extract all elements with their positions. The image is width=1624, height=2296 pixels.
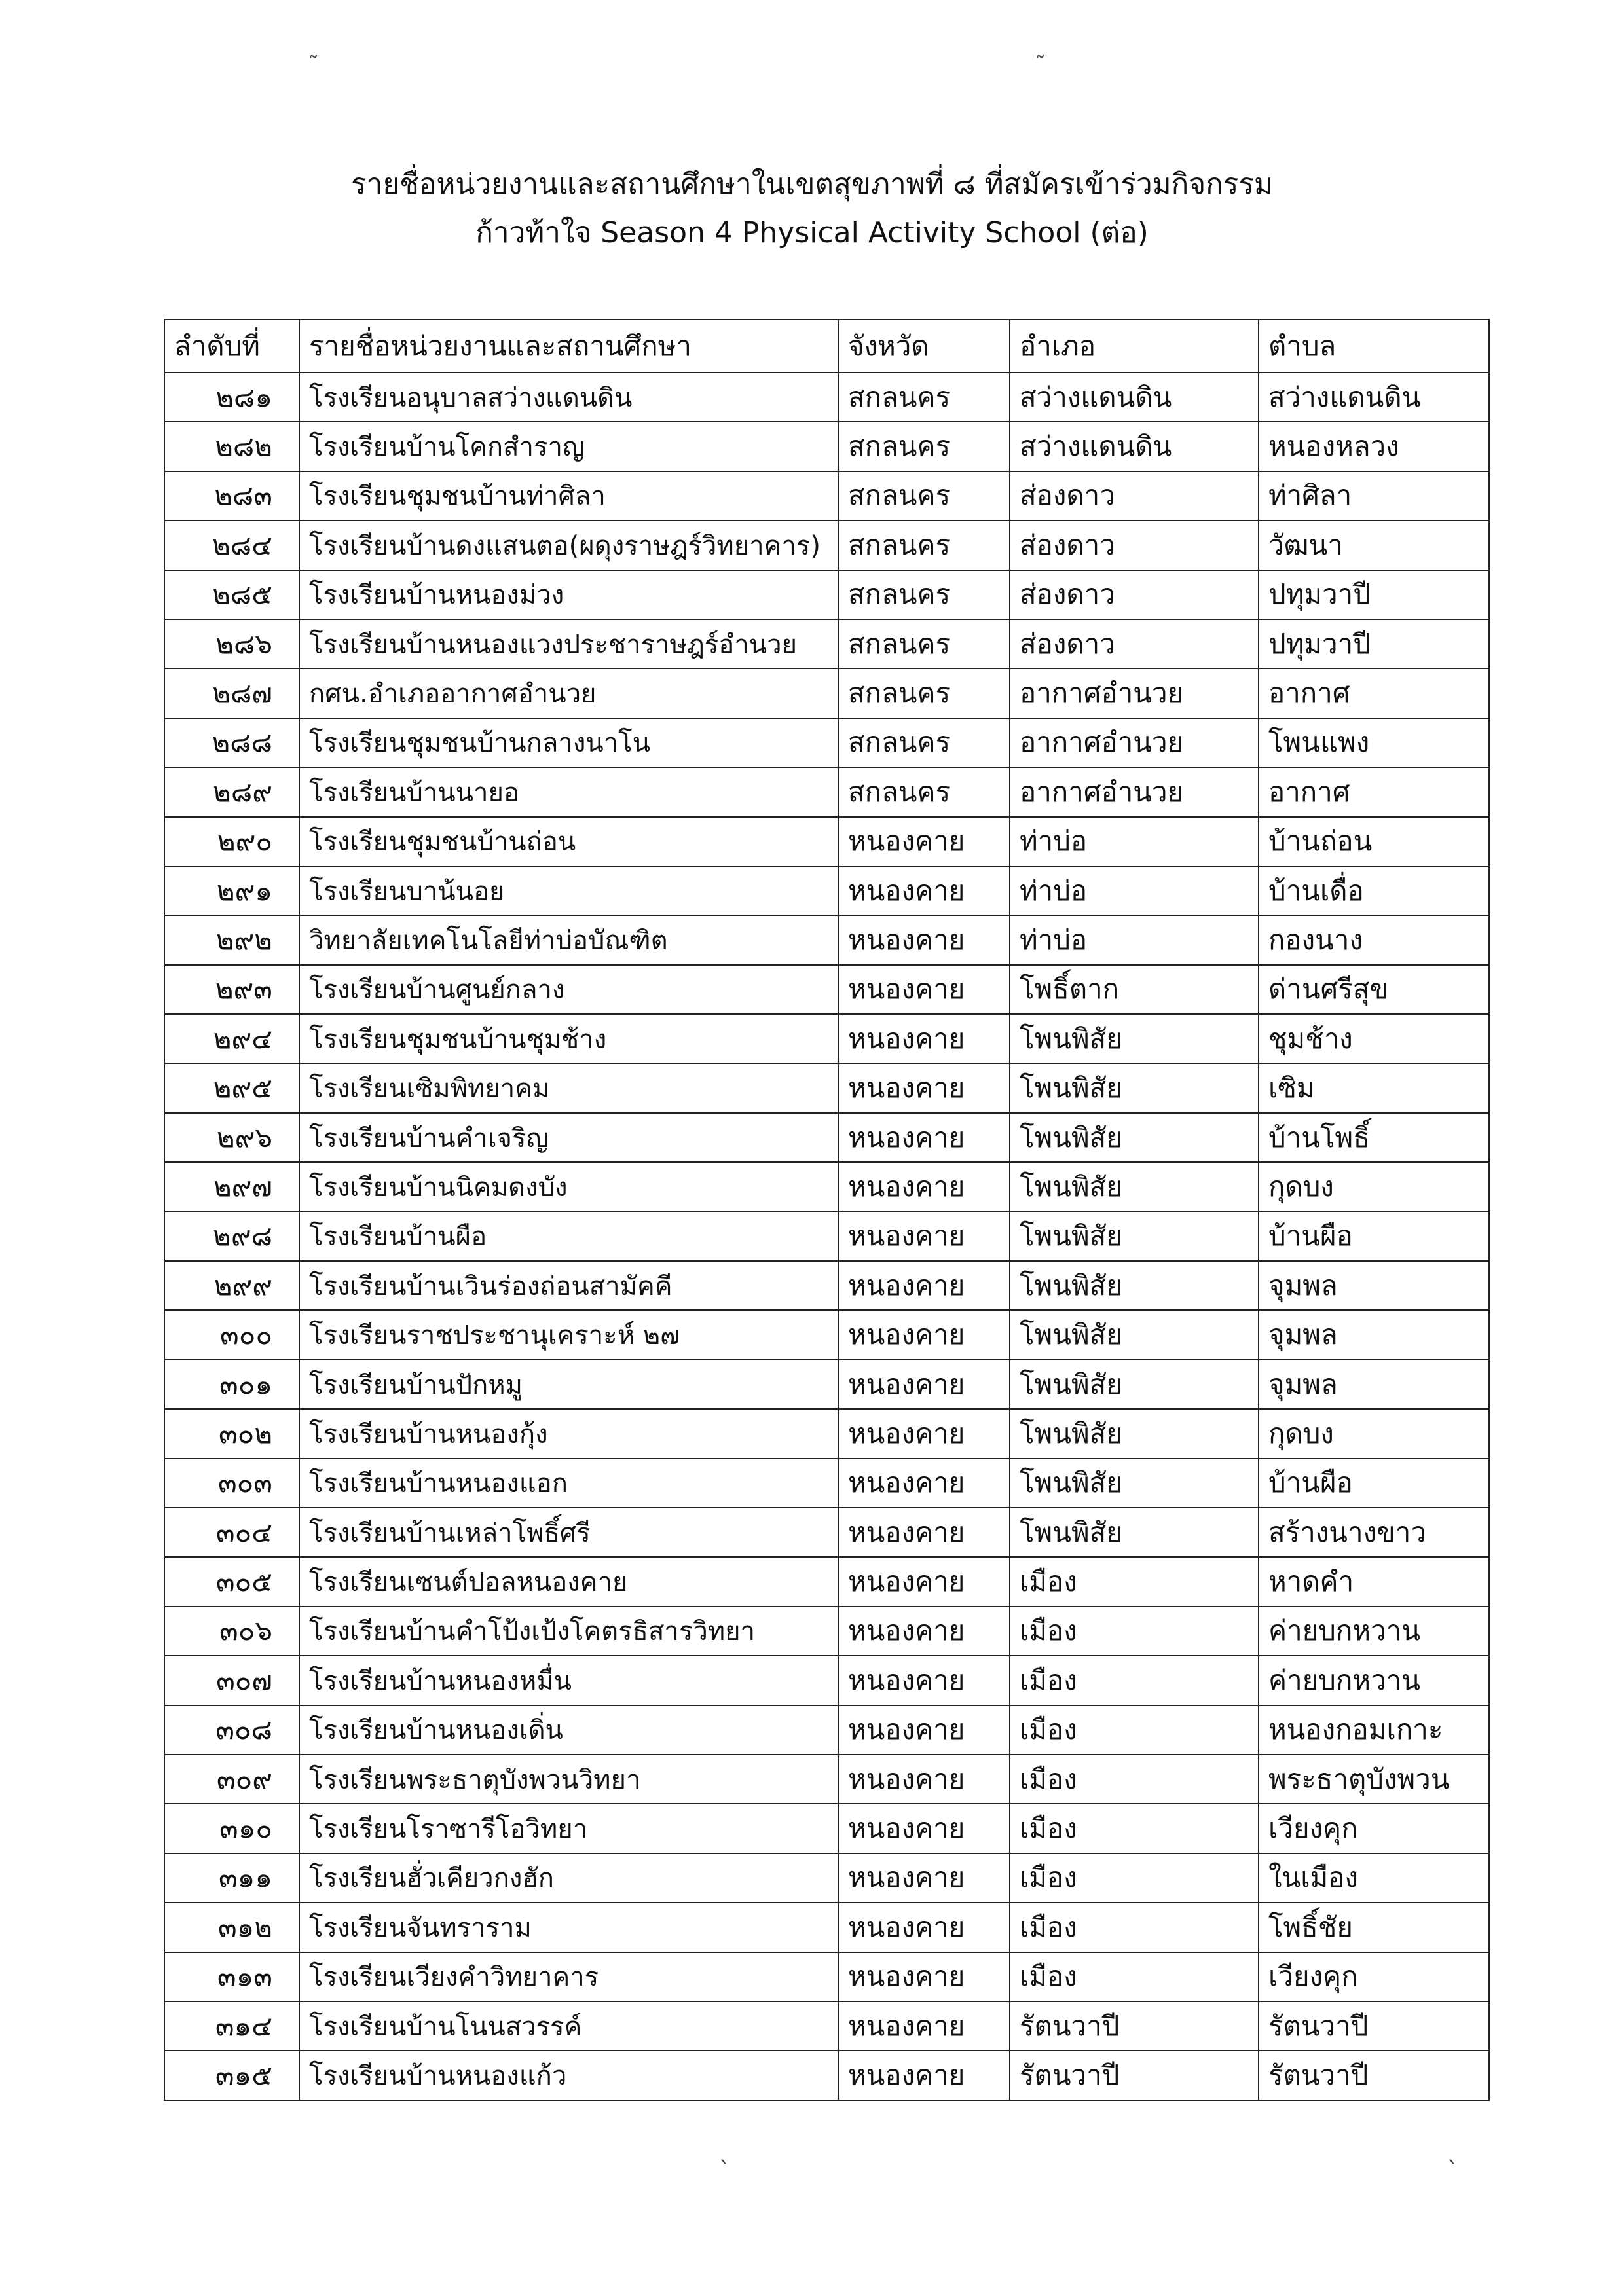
cell-school-name: โรงเรียนชุมชนบ้านท่าศิลา	[299, 471, 838, 520]
cell-row-number: ๓๐๙	[164, 1755, 299, 1804]
cell-row-number: ๒๙๔	[164, 1014, 299, 1063]
cell-subdistrict: ในเมือง	[1259, 1853, 1489, 1903]
table-row	[164, 471, 1489, 520]
cell-district: ท่าบ่อ	[1010, 915, 1259, 964]
cell-school-name: โรงเรียนบ้านหนองแวงประชาราษฎร์อำนวย	[299, 619, 838, 668]
cell-row-number: ๒๙๓	[164, 965, 299, 1014]
cell-district: โพนพิสัย	[1010, 1113, 1259, 1162]
table-row	[164, 1903, 1489, 1952]
cell-district: โพนพิสัย	[1010, 1360, 1259, 1409]
cell-province: หนองคาย	[838, 1162, 1010, 1211]
cell-row-number: ๓๐๘	[164, 1705, 299, 1755]
cell-school-name: โรงเรียนบ้านคำเจริญ	[299, 1113, 838, 1162]
cell-row-number: ๒๘๔	[164, 520, 299, 570]
cell-school-name: โรงเรียนชุมชนบ้านถ่อน	[299, 817, 838, 866]
cell-province: สกลนคร	[838, 570, 1010, 619]
cell-district: เมือง	[1010, 1656, 1259, 1705]
table-row	[164, 1113, 1489, 1162]
cell-district: เมือง	[1010, 1804, 1259, 1853]
cell-school-name: โรงเรียนบ้านหนองหมื่น	[299, 1656, 838, 1705]
cell-row-number: ๓๐๖	[164, 1607, 299, 1656]
table-row	[164, 1409, 1489, 1458]
cell-subdistrict: ด่านศรีสุข	[1259, 965, 1489, 1014]
cell-school-name: โรงเรียนเซนต์ปอลหนองคาย	[299, 1557, 838, 1606]
cell-district: รัตนวาปี	[1010, 2050, 1259, 2100]
cell-province: สกลนคร	[838, 718, 1010, 767]
cell-district: โพนพิสัย	[1010, 1014, 1259, 1063]
cell-district: เมือง	[1010, 1705, 1259, 1755]
registration-table	[164, 319, 1490, 2101]
cell-subdistrict: หนองกอมเกาะ	[1259, 1705, 1489, 1755]
table-row	[164, 373, 1489, 422]
cell-district: โพนพิสัย	[1010, 1212, 1259, 1261]
cell-row-number: ๒๙๘	[164, 1212, 299, 1261]
cell-subdistrict: กุดบง	[1259, 1409, 1489, 1458]
cell-province: หนองคาย	[838, 2050, 1010, 2100]
cell-subdistrict: พระธาตุบังพวน	[1259, 1755, 1489, 1804]
cell-subdistrict: ชุมช้าง	[1259, 1014, 1489, 1063]
cell-school-name: โรงเรียนอนุบาลสว่างแดนดิน	[299, 373, 838, 422]
cell-district: สว่างแดนดิน	[1010, 422, 1259, 471]
cell-district: โพนพิสัย	[1010, 1310, 1259, 1359]
cell-subdistrict: เวียงคุก	[1259, 1804, 1489, 1853]
cell-school-name: วิทยาลัยเทคโนโลยีท่าบ่อบัณฑิต	[299, 915, 838, 964]
cell-province: หนองคาย	[838, 1853, 1010, 1903]
cell-district: เมือง	[1010, 1557, 1259, 1606]
table-row	[164, 1607, 1489, 1656]
cell-row-number: ๓๑๓	[164, 1952, 299, 2001]
cell-subdistrict: สร้างนางขาว	[1259, 1508, 1489, 1557]
table-row	[164, 619, 1489, 668]
table-body	[164, 373, 1489, 2100]
cell-row-number: ๓๐๔	[164, 1508, 299, 1557]
cell-school-name: โรงเรียนบ้านหนองกุ้ง	[299, 1409, 838, 1458]
table-row	[164, 1853, 1489, 1903]
document-title: รายชื่อหน่วยงานและสถานศึกษาในเขตสุขภาพที่ ๘ ที่สมัครเข้าร่วมกิจกรรม	[350, 168, 1274, 201]
cell-province: หนองคาย	[838, 915, 1010, 964]
cell-row-number: ๓๐๐	[164, 1310, 299, 1359]
cell-subdistrict: จุมพล	[1259, 1310, 1489, 1359]
table-row	[164, 668, 1489, 718]
cell-subdistrict: อากาศ	[1259, 767, 1489, 816]
cell-subdistrict: รัตนวาปี	[1259, 2050, 1489, 2100]
header-subdistrict: ตำบล	[1259, 319, 1489, 373]
cell-row-number: ๓๐๒	[164, 1409, 299, 1458]
scan-speck-icon: ˜	[1035, 52, 1046, 78]
cell-province: หนองคาย	[838, 1310, 1010, 1359]
scan-speck-icon: ˋ	[1447, 2157, 1458, 2183]
cell-subdistrict: สว่างแดนดิน	[1259, 373, 1489, 422]
table-row	[164, 1459, 1489, 1508]
cell-district: อากาศอำนวย	[1010, 767, 1259, 816]
cell-province: หนองคาย	[838, 1903, 1010, 1952]
cell-district: โพนพิสัย	[1010, 1508, 1259, 1557]
table-row	[164, 1063, 1489, 1112]
cell-row-number: ๓๑๔	[164, 2001, 299, 2050]
cell-district: โพนพิสัย	[1010, 1459, 1259, 1508]
cell-school-name: โรงเรียนบ้านเหล่าโพธิ์ศรี	[299, 1508, 838, 1557]
cell-province: สกลนคร	[838, 471, 1010, 520]
cell-district: ส่องดาว	[1010, 520, 1259, 570]
cell-province: หนองคาย	[838, 1705, 1010, 1755]
table-row	[164, 1804, 1489, 1853]
cell-district: ส่องดาว	[1010, 570, 1259, 619]
header-no: ลำดับที่	[164, 319, 299, 373]
cell-subdistrict: หาดคำ	[1259, 1557, 1489, 1606]
cell-province: หนองคาย	[838, 965, 1010, 1014]
cell-subdistrict: กองนาง	[1259, 915, 1489, 964]
cell-province: หนองคาย	[838, 866, 1010, 915]
cell-school-name: โรงเรียนบาน้นอย	[299, 866, 838, 915]
table-row	[164, 718, 1489, 767]
cell-district: อากาศอำนวย	[1010, 718, 1259, 767]
cell-school-name: โรงเรียนเซิมพิทยาคม	[299, 1063, 838, 1112]
cell-row-number: ๒๙๐	[164, 817, 299, 866]
cell-district: เมือง	[1010, 1755, 1259, 1804]
table-row	[164, 1162, 1489, 1211]
table-header-row	[164, 319, 1489, 373]
scan-speck-icon: ˜	[308, 52, 319, 78]
cell-district: เมือง	[1010, 1952, 1259, 2001]
cell-row-number: ๓๑๒	[164, 1903, 299, 1952]
cell-subdistrict: บ้านเดื่อ	[1259, 866, 1489, 915]
cell-subdistrict: เซิม	[1259, 1063, 1489, 1112]
cell-subdistrict: โพนแพง	[1259, 718, 1489, 767]
cell-school-name: โรงเรียนพระธาตุบังพวนวิทยา	[299, 1755, 838, 1804]
cell-province: สกลนคร	[838, 668, 1010, 718]
header-province: จังหวัด	[838, 319, 1010, 373]
cell-subdistrict: ปทุมวาปี	[1259, 570, 1489, 619]
cell-province: หนองคาย	[838, 1607, 1010, 1656]
cell-province: หนองคาย	[838, 1360, 1010, 1409]
cell-province: สกลนคร	[838, 619, 1010, 668]
table-row	[164, 520, 1489, 570]
cell-school-name: โรงเรียนบ้านนิคมดงบัง	[299, 1162, 838, 1211]
table-row	[164, 767, 1489, 816]
cell-school-name: โรงเรียนบ้านหนองเดิ่น	[299, 1705, 838, 1755]
cell-subdistrict: วัฒนา	[1259, 520, 1489, 570]
cell-province: หนองคาย	[838, 1014, 1010, 1063]
cell-subdistrict: จุมพล	[1259, 1360, 1489, 1409]
cell-district: สว่างแดนดิน	[1010, 373, 1259, 422]
cell-row-number: ๒๙๒	[164, 915, 299, 964]
cell-province: หนองคาย	[838, 1508, 1010, 1557]
header-district: อำเภอ	[1010, 319, 1259, 373]
cell-province: หนองคาย	[838, 817, 1010, 866]
cell-district: เมือง	[1010, 1903, 1259, 1952]
table-row	[164, 1557, 1489, 1606]
cell-school-name: กศน.อำเภออากาศอำนวย	[299, 668, 838, 718]
table-row	[164, 915, 1489, 964]
scan-speck-icon: ˋ	[719, 2157, 730, 2183]
cell-province: หนองคาย	[838, 1952, 1010, 2001]
cell-province: หนองคาย	[838, 1656, 1010, 1705]
cell-district: โพธิ์ตาก	[1010, 965, 1259, 1014]
cell-row-number: ๒๘๘	[164, 718, 299, 767]
cell-province: หนองคาย	[838, 1459, 1010, 1508]
cell-row-number: ๓๐๑	[164, 1360, 299, 1409]
cell-school-name: โรงเรียนบ้านคำโป้งเป้งโคตรธิสารวิทยา	[299, 1607, 838, 1656]
header-name: รายชื่อหน่วยงานและสถานศึกษา	[299, 319, 838, 373]
cell-province: สกลนคร	[838, 520, 1010, 570]
cell-province: หนองคาย	[838, 1755, 1010, 1804]
cell-district: ท่าบ่อ	[1010, 866, 1259, 915]
cell-school-name: โรงเรียนบ้านหนองม่วง	[299, 570, 838, 619]
cell-subdistrict: ค่ายบกหวาน	[1259, 1607, 1489, 1656]
cell-row-number: ๒๙๕	[164, 1063, 299, 1112]
cell-school-name: โรงเรียนบ้านผือ	[299, 1212, 838, 1261]
cell-school-name: โรงเรียนบ้านโคกสำราญ	[299, 422, 838, 471]
cell-row-number: ๒๘๓	[164, 471, 299, 520]
cell-province: หนองคาย	[838, 1063, 1010, 1112]
cell-row-number: ๓๑๕	[164, 2050, 299, 2100]
table-row	[164, 1656, 1489, 1705]
cell-subdistrict: จุมพล	[1259, 1261, 1489, 1310]
cell-province: หนองคาย	[838, 1409, 1010, 1458]
cell-row-number: ๒๙๗	[164, 1162, 299, 1211]
cell-subdistrict: โพธิ์ชัย	[1259, 1903, 1489, 1952]
cell-school-name: โรงเรียนบ้านดงแสนตอ(ผดุงราษฎร์วิทยาคาร)	[299, 520, 838, 570]
table-row	[164, 1212, 1489, 1261]
cell-school-name: โรงเรียนชุมชนบ้านกลางนาโน	[299, 718, 838, 767]
table-row	[164, 1755, 1489, 1804]
cell-row-number: ๒๘๖	[164, 619, 299, 668]
cell-subdistrict: รัตนวาปี	[1259, 2001, 1489, 2050]
cell-subdistrict: หนองหลวง	[1259, 422, 1489, 471]
cell-subdistrict: บ้านผือ	[1259, 1212, 1489, 1261]
cell-district: รัตนวาปี	[1010, 2001, 1259, 2050]
table-row	[164, 1952, 1489, 2001]
table-row	[164, 1310, 1489, 1359]
table-row	[164, 1014, 1489, 1063]
cell-row-number: ๓๐๓	[164, 1459, 299, 1508]
cell-province: สกลนคร	[838, 767, 1010, 816]
cell-row-number: ๒๙๑	[164, 866, 299, 915]
table-row	[164, 817, 1489, 866]
cell-district: โพนพิสัย	[1010, 1162, 1259, 1211]
cell-school-name: โรงเรียนบ้านศูนย์กลาง	[299, 965, 838, 1014]
cell-school-name: โรงเรียนจันทราราม	[299, 1903, 838, 1952]
cell-row-number: ๒๘๒	[164, 422, 299, 471]
cell-province: สกลนคร	[838, 422, 1010, 471]
cell-row-number: ๓๐๗	[164, 1656, 299, 1705]
cell-school-name: โรงเรียนราชประชานุเคราะห์ ๒๗	[299, 1310, 838, 1359]
cell-subdistrict: เวียงคุก	[1259, 1952, 1489, 2001]
cell-district: โพนพิสัย	[1010, 1063, 1259, 1112]
cell-district: อากาศอำนวย	[1010, 668, 1259, 718]
cell-subdistrict: บ้านผือ	[1259, 1459, 1489, 1508]
cell-row-number: ๒๘๑	[164, 373, 299, 422]
cell-school-name: โรงเรียนโราซารีโอวิทยา	[299, 1804, 838, 1853]
document-subtitle: ก้าวท้าใจ Season 4 Physical Activity School (ต่อ)	[475, 216, 1149, 249]
cell-row-number: ๓๑๑	[164, 1853, 299, 1903]
table-row	[164, 1261, 1489, 1310]
table-row	[164, 866, 1489, 915]
cell-province: หนองคาย	[838, 1113, 1010, 1162]
cell-row-number: ๒๘๙	[164, 767, 299, 816]
cell-row-number: ๓๑๐	[164, 1804, 299, 1853]
cell-row-number: ๒๙๙	[164, 1261, 299, 1310]
cell-school-name: โรงเรียนบ้านนายอ	[299, 767, 838, 816]
table-row	[164, 965, 1489, 1014]
cell-subdistrict: อากาศ	[1259, 668, 1489, 718]
cell-school-name: โรงเรียนฮั่วเคียวกงฮัก	[299, 1853, 838, 1903]
cell-district: เมือง	[1010, 1853, 1259, 1903]
table-row	[164, 2050, 1489, 2100]
cell-district: ส่องดาว	[1010, 471, 1259, 520]
cell-school-name: โรงเรียนชุมชนบ้านชุมช้าง	[299, 1014, 838, 1063]
cell-district: โพนพิสัย	[1010, 1261, 1259, 1310]
cell-subdistrict: บ้านถ่อน	[1259, 817, 1489, 866]
cell-district: ส่องดาว	[1010, 619, 1259, 668]
cell-school-name: โรงเรียนเวียงคำวิทยาคาร	[299, 1952, 838, 2001]
cell-school-name: โรงเรียนบ้านเวินร่องถ่อนสามัคคี	[299, 1261, 838, 1310]
cell-district: โพนพิสัย	[1010, 1409, 1259, 1458]
table-row	[164, 570, 1489, 619]
cell-school-name: โรงเรียนบ้านโนนสวรรค์	[299, 2001, 838, 2050]
cell-subdistrict: ปทุมวาปี	[1259, 619, 1489, 668]
cell-province: สกลนคร	[838, 373, 1010, 422]
cell-subdistrict: ท่าศิลา	[1259, 471, 1489, 520]
cell-district: เมือง	[1010, 1607, 1259, 1656]
cell-school-name: โรงเรียนบ้านหนองแก้ว	[299, 2050, 838, 2100]
cell-province: หนองคาย	[838, 1212, 1010, 1261]
cell-province: หนองคาย	[838, 1557, 1010, 1606]
cell-row-number: ๒๘๕	[164, 570, 299, 619]
cell-row-number: ๒๙๖	[164, 1113, 299, 1162]
cell-subdistrict: กุดบง	[1259, 1162, 1489, 1211]
table-row	[164, 422, 1489, 471]
cell-school-name: โรงเรียนบ้านหนองแอก	[299, 1459, 838, 1508]
cell-district: ท่าบ่อ	[1010, 817, 1259, 866]
cell-school-name: โรงเรียนบ้านปักหมู	[299, 1360, 838, 1409]
cell-province: หนองคาย	[838, 1261, 1010, 1310]
cell-row-number: ๓๐๕	[164, 1557, 299, 1606]
cell-subdistrict: บ้านโพธิ์	[1259, 1113, 1489, 1162]
table-row	[164, 1705, 1489, 1755]
cell-province: หนองคาย	[838, 1804, 1010, 1853]
cell-province: หนองคาย	[838, 2001, 1010, 2050]
cell-subdistrict: ค่ายบกหวาน	[1259, 1656, 1489, 1705]
table-row	[164, 1508, 1489, 1557]
cell-row-number: ๒๘๗	[164, 668, 299, 718]
table-row	[164, 1360, 1489, 1409]
table-row	[164, 2001, 1489, 2050]
